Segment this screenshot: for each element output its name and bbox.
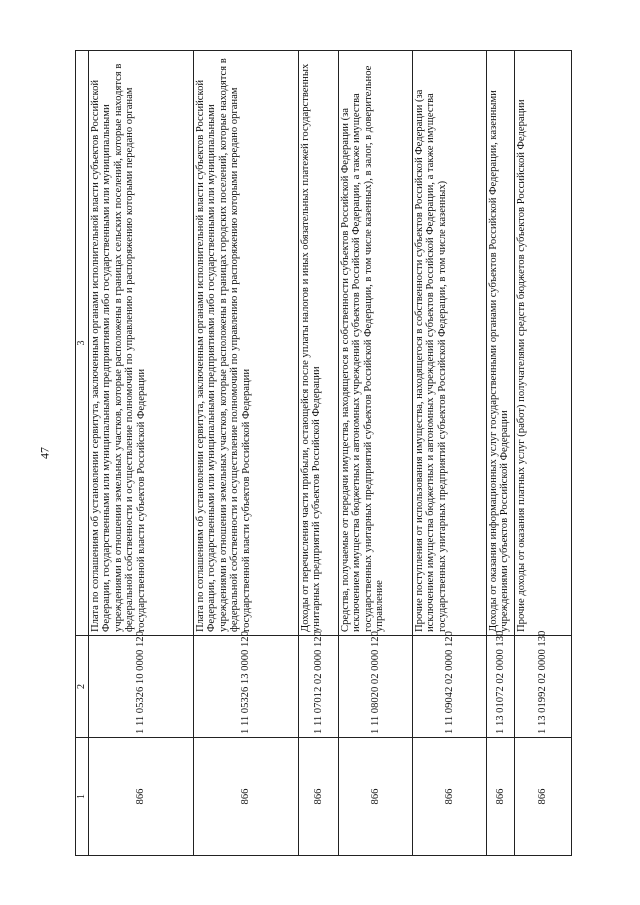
- description-cell: Прочие поступления от использования имущества, находящегося в собственности субъектов Российской Федерации (за исключением имущества бюджетных и автономных учреждений субъектов Российской Федерации, а также имущества государственных унитарных предприятий субъектов Российской Федерации, в том числе казенных): [413, 51, 487, 636]
- admin-code-cell: 866: [339, 738, 413, 856]
- rotated-table-wrapper: [75, 50, 572, 856]
- page-number-text: 47: [37, 447, 52, 459]
- table-row: [515, 51, 572, 856]
- admin-code-cell: 866: [413, 738, 487, 856]
- header-col-1: 1: [76, 738, 89, 856]
- revenue-code-cell: 1 11 09042 02 0000 120: [413, 636, 487, 738]
- description-cell: Средства, получаемые от передачи имущества, находящегося в собственности субъектов Российской Федерации (за исключением имущества бюджетных и автономных учреждений субъектов Российской Федерации, а также имущества государственных унитарных предприятий субъектов Российской Федерации, в том числе казенных), в залог, в доверительное управление: [339, 51, 413, 636]
- admin-code-cell: 866: [194, 738, 299, 856]
- admin-code-cell: 866: [299, 738, 339, 856]
- table-header-row: [76, 51, 89, 856]
- table-row: [89, 51, 194, 856]
- revenue-code-cell: 1 11 07012 02 0000 120: [299, 636, 339, 738]
- revenue-code-cell: 1 13 01992 02 0000 130: [515, 636, 572, 738]
- revenue-code-cell: 1 11 05326 10 0000 120: [89, 636, 194, 738]
- description-cell: Плата по соглашениям об установлении сервитута, заключенным органами исполнительной власти субъектов Российской Федерации, государственными или муниципальными предприятиями либо государственными или муниципальными учреждениями в отношении земельных участков, которые расположены в границах городских поселений, которые находятся в федеральной собственности и осуществление полномочий по управлению и распоряжению которыми передано органам государственной власти субъектов Российской Федерации: [194, 51, 299, 636]
- header-col-3: 3: [76, 51, 89, 636]
- admin-code-cell: 866: [515, 738, 572, 856]
- admin-code-cell: 866: [89, 738, 194, 856]
- table-row: [194, 51, 299, 856]
- revenue-code-cell: 1 13 01072 02 0000 130: [487, 636, 515, 738]
- revenue-code-cell: 1 11 05326 13 0000 120: [194, 636, 299, 738]
- description-cell: Доходы от перечисления части прибыли, остающейся после уплаты налогов и иных обязательных платежей государственных унитарных предприятий субъектов Российской Федерации: [299, 51, 339, 636]
- description-cell: Прочие доходы от оказания платных услуг (работ) получателями средств бюджетов субъектов Российской Федерации: [515, 51, 572, 636]
- table-row: [339, 51, 413, 856]
- description-cell: Доходы от оказания информационных услуг государственными органами субъектов Российской Федерации, казенными учреждениями субъектов Российской Федерации: [487, 51, 515, 636]
- description-cell: Плата по соглашениям об установлении сервитута, заключенным органами исполнительной власти субъектов Российской Федерации, государственными или муниципальными предприятиями либо государственными или муниципальными учреждениями в отношении земельных участков, которые расположены в границах сельских поселений, которые находятся в федеральной собственности и осуществление полномочий по управлению и распоряжению которыми передано органам государственной власти субъектов Российской Федерации: [89, 51, 194, 636]
- table-row: [487, 51, 515, 856]
- table-row: [299, 51, 339, 856]
- document-table-container: [75, 50, 572, 856]
- revenue-codes-table: [75, 50, 572, 856]
- header-col-2: 2: [76, 636, 89, 738]
- page-number: [37, 440, 53, 466]
- revenue-code-cell: 1 11 08020 02 0000 120: [339, 636, 413, 738]
- table-row: [413, 51, 487, 856]
- admin-code-cell: 866: [487, 738, 515, 856]
